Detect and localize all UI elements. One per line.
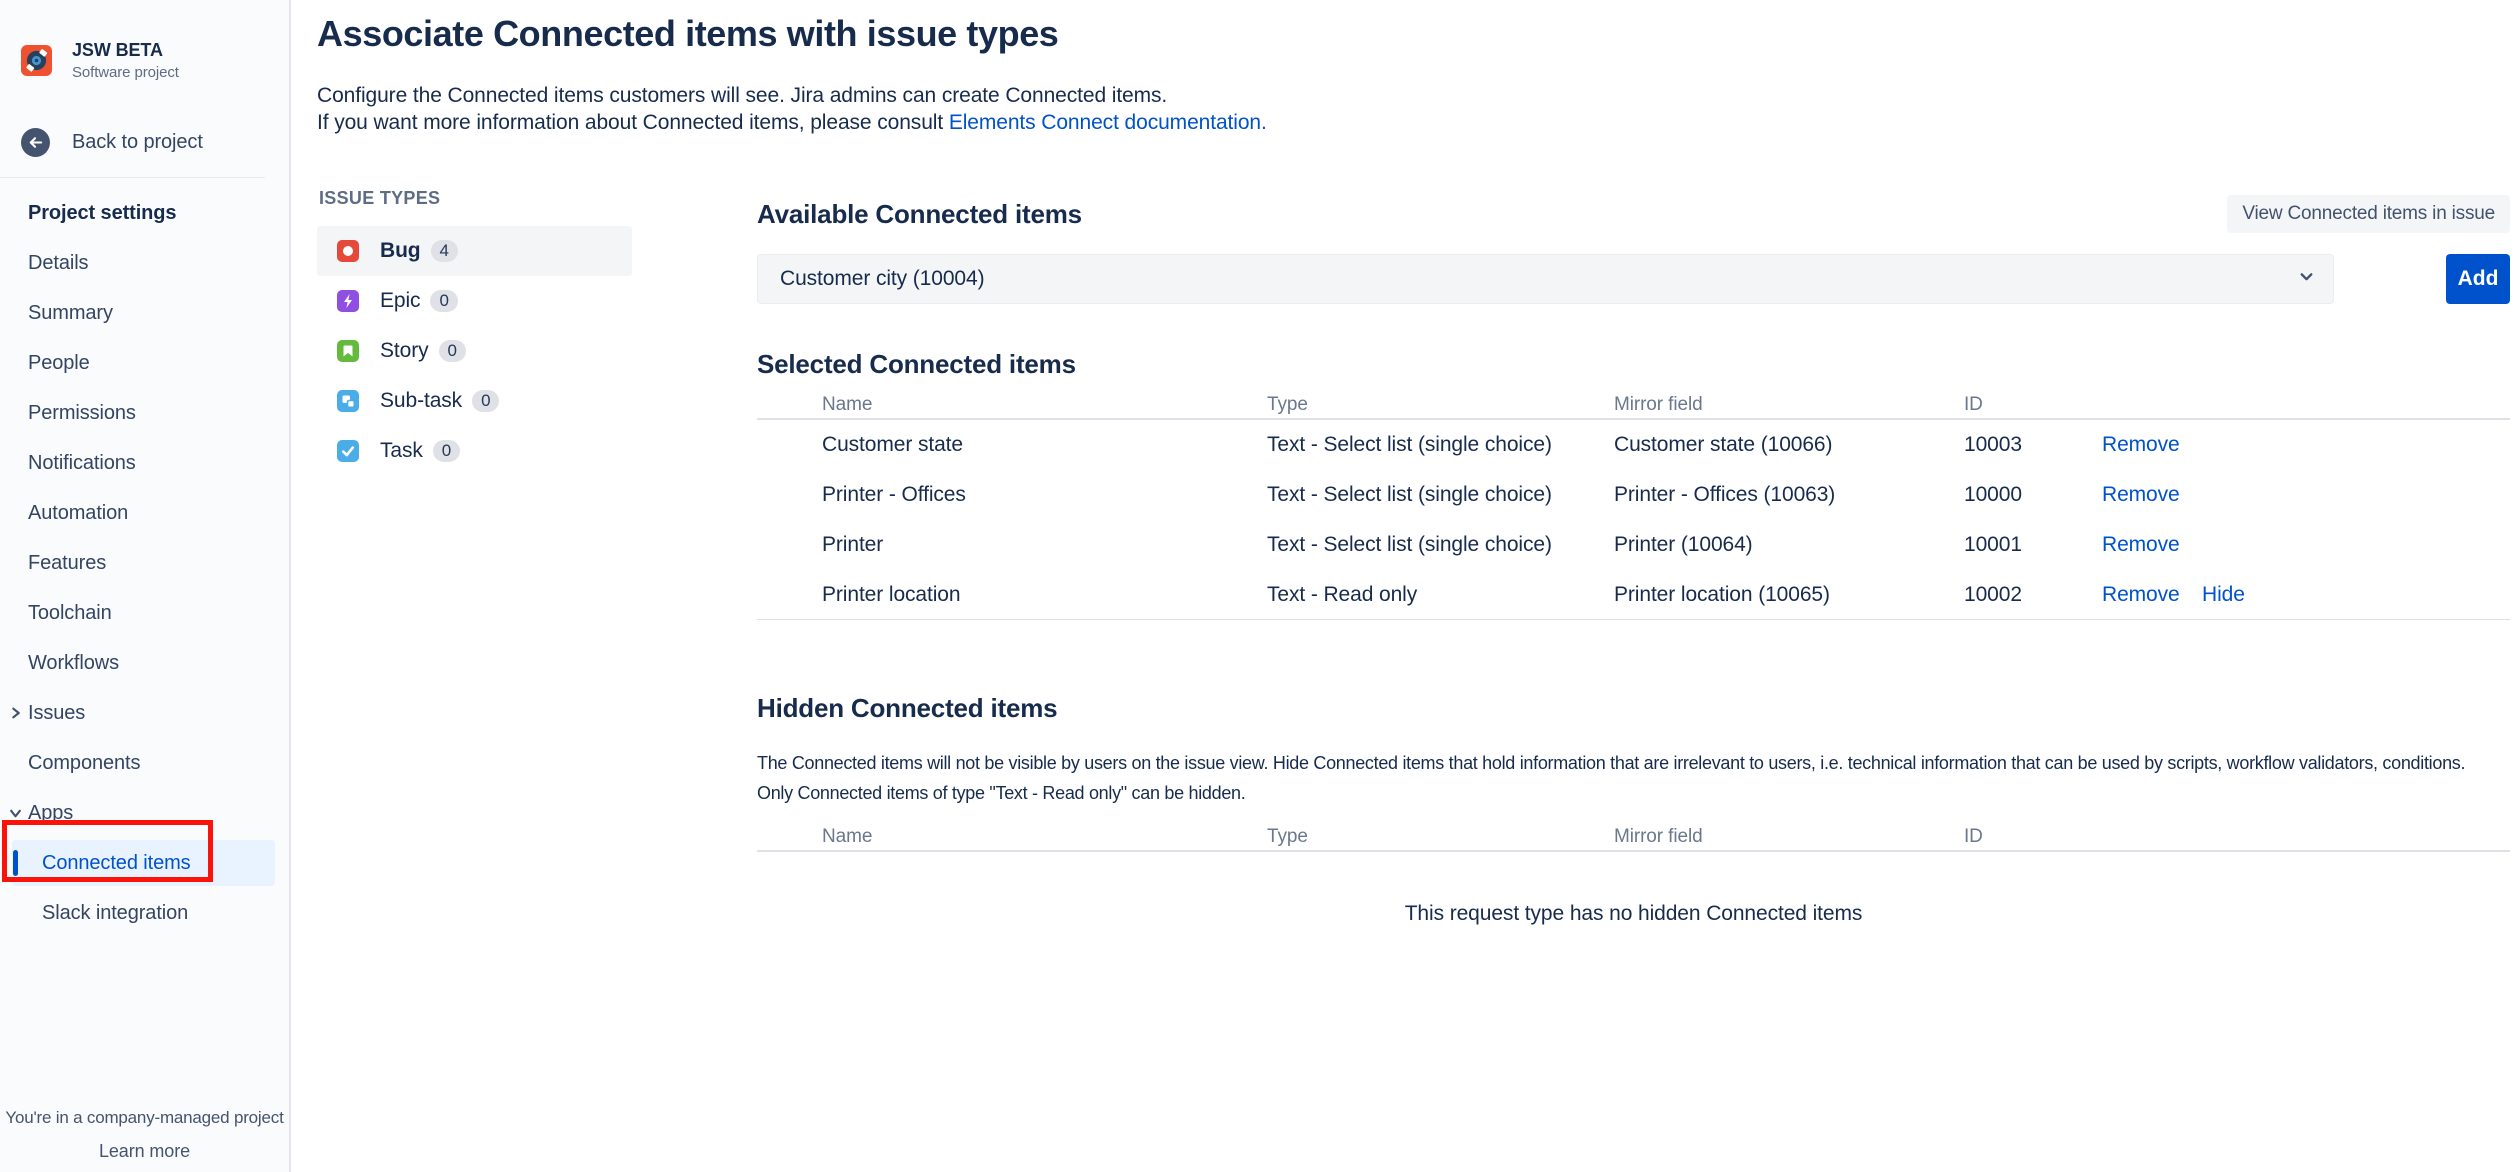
page-description [317, 82, 2510, 136]
issue-type-bug[interactable]: Bug 4 [317, 226, 632, 276]
sidebar-item-issues[interactable]: Issues [0, 688, 289, 738]
sidebar-item-people[interactable]: People [28, 351, 90, 374]
hide-link[interactable]: Hide [2202, 582, 2245, 606]
remove-link[interactable]: Remove [2102, 433, 2180, 456]
issue-types-panel [317, 188, 757, 926]
chevron-down-icon [2298, 268, 2315, 290]
issue-types-label: ISSUE TYPES [319, 188, 441, 208]
sidebar-footer [0, 1108, 289, 1172]
remove-link[interactable]: Remove [2102, 533, 2180, 556]
sidebar-item-notifications[interactable]: Notifications [28, 451, 136, 474]
project-mode-note: You're in a company-managed project [5, 1108, 284, 1127]
column-type: Type [1267, 826, 1308, 847]
bug-icon [337, 240, 359, 262]
chevron-right-icon [9, 707, 22, 720]
table-header-row [757, 394, 2510, 420]
sidebar-item-slack-integration[interactable]: Slack integration [42, 901, 189, 924]
sidebar-item-permissions[interactable]: Permissions [28, 401, 136, 424]
elements-connect-doc-link[interactable]: Elements Connect documentation. [948, 111, 1267, 134]
content-row [317, 188, 2510, 926]
column-id: ID [1964, 826, 1983, 847]
sidebar-item-summary[interactable]: Summary [28, 301, 113, 324]
task-icon [337, 440, 359, 462]
sidebar-item-connected-items-wrap [0, 838, 289, 888]
selected-items-heading: Selected Connected items [757, 349, 1076, 379]
column-id: ID [1964, 394, 1983, 415]
sidebar-item-connected-items[interactable]: Connected items [12, 840, 275, 886]
column-mirror-field: Mirror field [1614, 826, 1703, 847]
remove-link[interactable]: Remove [2102, 483, 2180, 506]
selected-items-table [757, 394, 2510, 620]
add-button[interactable]: Add [2446, 254, 2510, 304]
project-title-block [72, 40, 179, 81]
column-name: Name [822, 826, 873, 847]
table-row: Printer - Offices Text - Select list (single choice) Printer - Offices (10063) 10000 Remove [757, 470, 2510, 520]
issue-type-epic[interactable]: Epic 0 [317, 276, 632, 326]
sidebar-item-toolchain[interactable]: Toolchain [28, 601, 112, 624]
back-to-project-label: Back to project [72, 131, 203, 153]
column-mirror-field: Mirror field [1614, 394, 1703, 415]
sidebar-item-apps[interactable]: Apps [0, 788, 289, 838]
issue-count-badge: 0 [439, 340, 466, 362]
hidden-items-heading: Hidden Connected items [757, 693, 1058, 723]
issue-type-story[interactable]: Story 0 [317, 326, 632, 376]
sidebar-item-features[interactable]: Features [28, 551, 107, 574]
table-row: Customer state Text - Select list (single choice) Customer state (10066) 10003 Remove [757, 420, 2510, 470]
nav-heading: Project settings [28, 201, 177, 224]
available-header-row [757, 194, 2510, 234]
issue-type-task[interactable]: Task 0 [317, 426, 632, 476]
issue-count-badge: 0 [472, 390, 499, 412]
connected-item-select[interactable] [757, 254, 2334, 304]
sidebar-item-workflows[interactable]: Workflows [28, 651, 119, 674]
hidden-items-table [757, 826, 2510, 926]
sidebar-item-automation[interactable]: Automation [28, 501, 129, 524]
back-arrow-icon [21, 128, 50, 157]
description-line1: Configure the Connected items customers will see. Jira admins can create Connected items. [317, 84, 1168, 107]
selected-indicator-bar [13, 850, 18, 876]
table-header-row [757, 826, 2510, 852]
column-name: Name [822, 394, 873, 415]
column-type: Type [1267, 394, 1308, 415]
back-to-project-button[interactable] [21, 128, 289, 157]
settings-nav [0, 178, 289, 938]
empty-state-message: This request type has no hidden Connected items [1404, 902, 1863, 925]
add-item-row [757, 254, 2510, 304]
subtask-icon [337, 390, 359, 412]
story-icon [337, 340, 359, 362]
issue-count-badge: 0 [433, 440, 460, 462]
project-settings-sidebar [0, 0, 291, 1172]
issue-type-subtask[interactable]: Sub-task 0 [317, 376, 632, 426]
table-row: Printer location Text - Read only Printer location (10065) 10002 Remove Hide [757, 570, 2510, 620]
description-line2: If you want more information about Connected items, please consult [317, 111, 949, 134]
table-row: Printer Text - Select list (single choice) Printer (10064) 10001 Remove [757, 520, 2510, 570]
page-title: Associate Connected items with issue types [317, 13, 1059, 54]
issue-count-badge: 0 [430, 290, 457, 312]
sidebar-item-details[interactable]: Details [28, 251, 89, 274]
sidebar-item-components[interactable]: Components [28, 751, 141, 774]
selected-option: Customer city (10004) [780, 267, 985, 290]
hidden-items-description: The Connected items will not be visible by users on the issue view. Hide Connected items that hold information that are irrelevant to users, i.e. technical information that can be used by scripts, workflow validators, conditions. Only Connected items of type "Text - Read only" can be hidden. [757, 753, 2466, 803]
epic-icon [337, 290, 359, 312]
chevron-down-icon [9, 807, 22, 820]
learn-more-link[interactable]: Learn more [98, 1141, 191, 1161]
project-name: JSW BETA [72, 40, 163, 60]
view-connected-items-button[interactable]: View Connected items in issue [2227, 195, 2510, 233]
project-header [0, 0, 289, 81]
main-content [293, 0, 2518, 1172]
issue-count-badge: 4 [431, 240, 458, 262]
connected-items-panel [757, 188, 2510, 926]
project-type: Software project [72, 64, 179, 81]
available-heading: Available Connected items [757, 199, 1082, 229]
remove-link[interactable]: Remove [2102, 582, 2180, 606]
project-avatar-icon [21, 45, 52, 76]
